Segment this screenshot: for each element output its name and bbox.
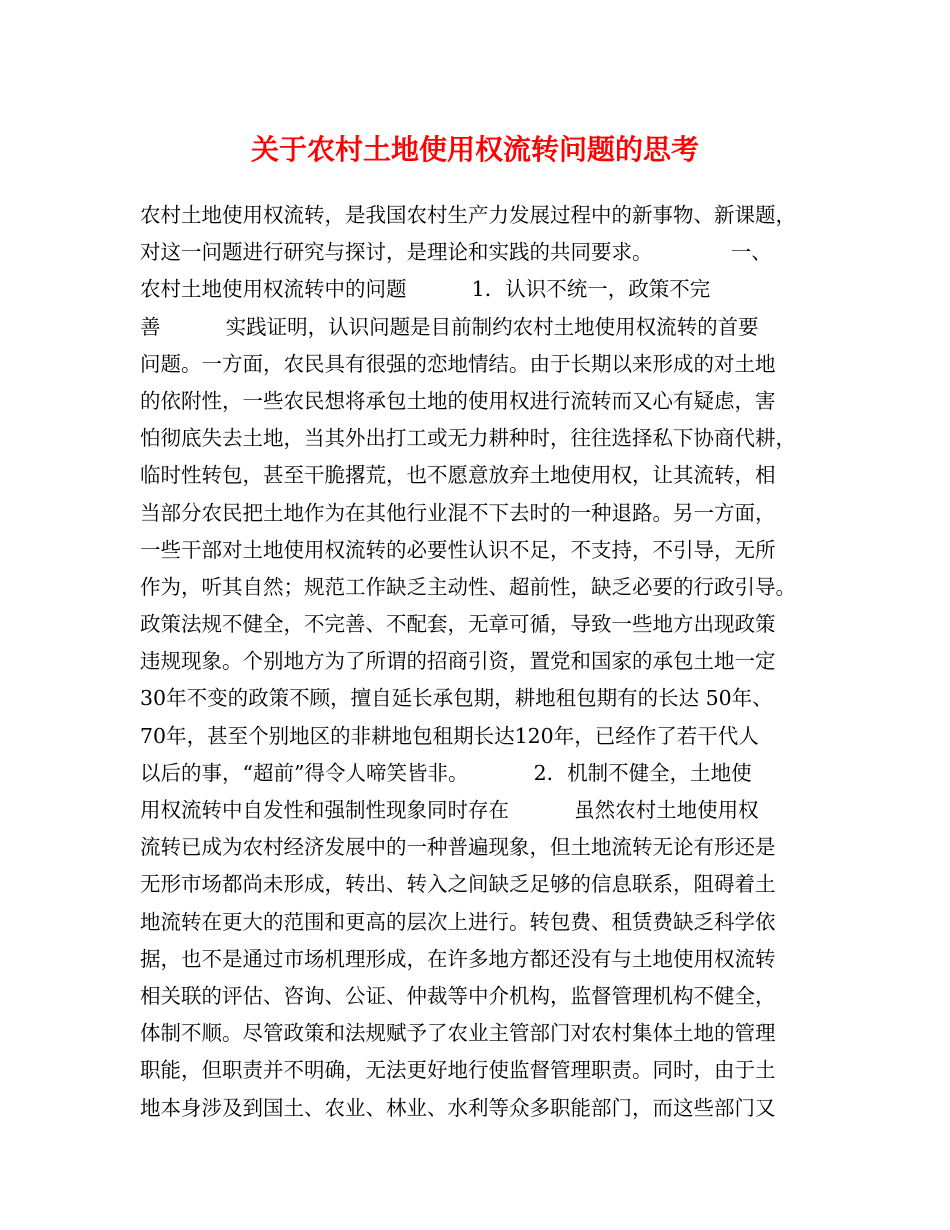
body-line: 一些干部对土地使用权流转的必要性认识不足，不支持，不引导，无所 [140,537,776,562]
body-line: 农村土地使用权流转中的问题 1．认识不统一，政策不完 [140,277,711,302]
body-line: 地本身涉及到国土、农业、林业、水利等众多职能部门，而这些部门又 [140,1095,776,1120]
body-line: 据，也不是通过市场机理形成，在许多地方都还没有与土地使用权流转 [140,946,776,971]
body-line: 30年不变的政策不顾，擅自延长承包期，耕地租包期有的长达 50年、 [140,686,773,711]
body-line: 当部分农民把土地作为在其他行业混不下去时的一种退路。另一方面， [140,500,776,525]
body-line: 的依附性，一些农民想将承包土地的使用权进行流转而又心有疑虑，害 [140,388,776,413]
body-line: 临时性转包，甚至干脆撂荒，也不愿意放弃土地使用权，让其流转，相 [140,463,776,488]
body-line: 用权流转中自发性和强制性现象同时存在 虽然农村土地使用权 [140,798,759,822]
body-line: 体制不顺。尽管政策和法规赋予了农业主管部门对农村集体土地的管理 [140,1021,776,1046]
body-line: 职能，但职责并不明确，无法更好地行使监督管理职责。同时，由于土 [140,1058,776,1083]
body-line: 作为，听其自然；规范工作缺乏主动性、超前性，缺乏必要的行政引导。 [140,574,796,599]
body-line: 善 实践证明，认识问题是目前制约农村土地使用权流转的首要 [140,314,759,339]
body-line: 违规现象。个别地方为了所谓的招商引资，置党和国家的承包土地一定 [140,649,776,674]
body-line: 70年，甚至个别地区的非耕地包租期长达120年，已经作了若干代人 [140,723,759,748]
body-line: 问题。一方面，农民具有很强的恋地情结。由于长期以来形成的对土地 [140,351,776,376]
body-line: 政策法规不健全，不完善、不配套，无章可循，导致一些地方出现政策 [140,612,776,637]
document-body [140,197,820,1127]
body-line: 地流转在更大的范围和更高的层次上进行。转包费、租赁费缺乏科学依 [140,909,776,934]
document-title: 关于农村土地使用权流转问题的思考 [250,133,699,166]
body-line: 怕彻底失去土地，当其外出打工或无力耕种时，往往选择私下协商代耕， [140,426,796,451]
body-line: 农村土地使用权流转，是我国农村生产力发展过程中的新事物、新课题， [140,203,796,227]
body-line: 相关联的评估、咨询、公证、仲裁等中介机构，监督管理机构不健全， [140,983,776,1008]
body-line: 以后的事，“超前”得令人啼笑皆非。 2．机制不健全，土地使 [140,760,752,785]
body-line: 流转已成为农村经济发展中的一种普遍现象，但土地流转无论有形还是 [140,835,776,860]
body-line: 无形市场都尚未形成，转出、转入之间缺乏足够的信息联系，阻碍着土 [140,872,776,897]
body-line: 对这一问题进行研究与探讨，是理论和实践的共同要求。 一、 [140,240,772,265]
